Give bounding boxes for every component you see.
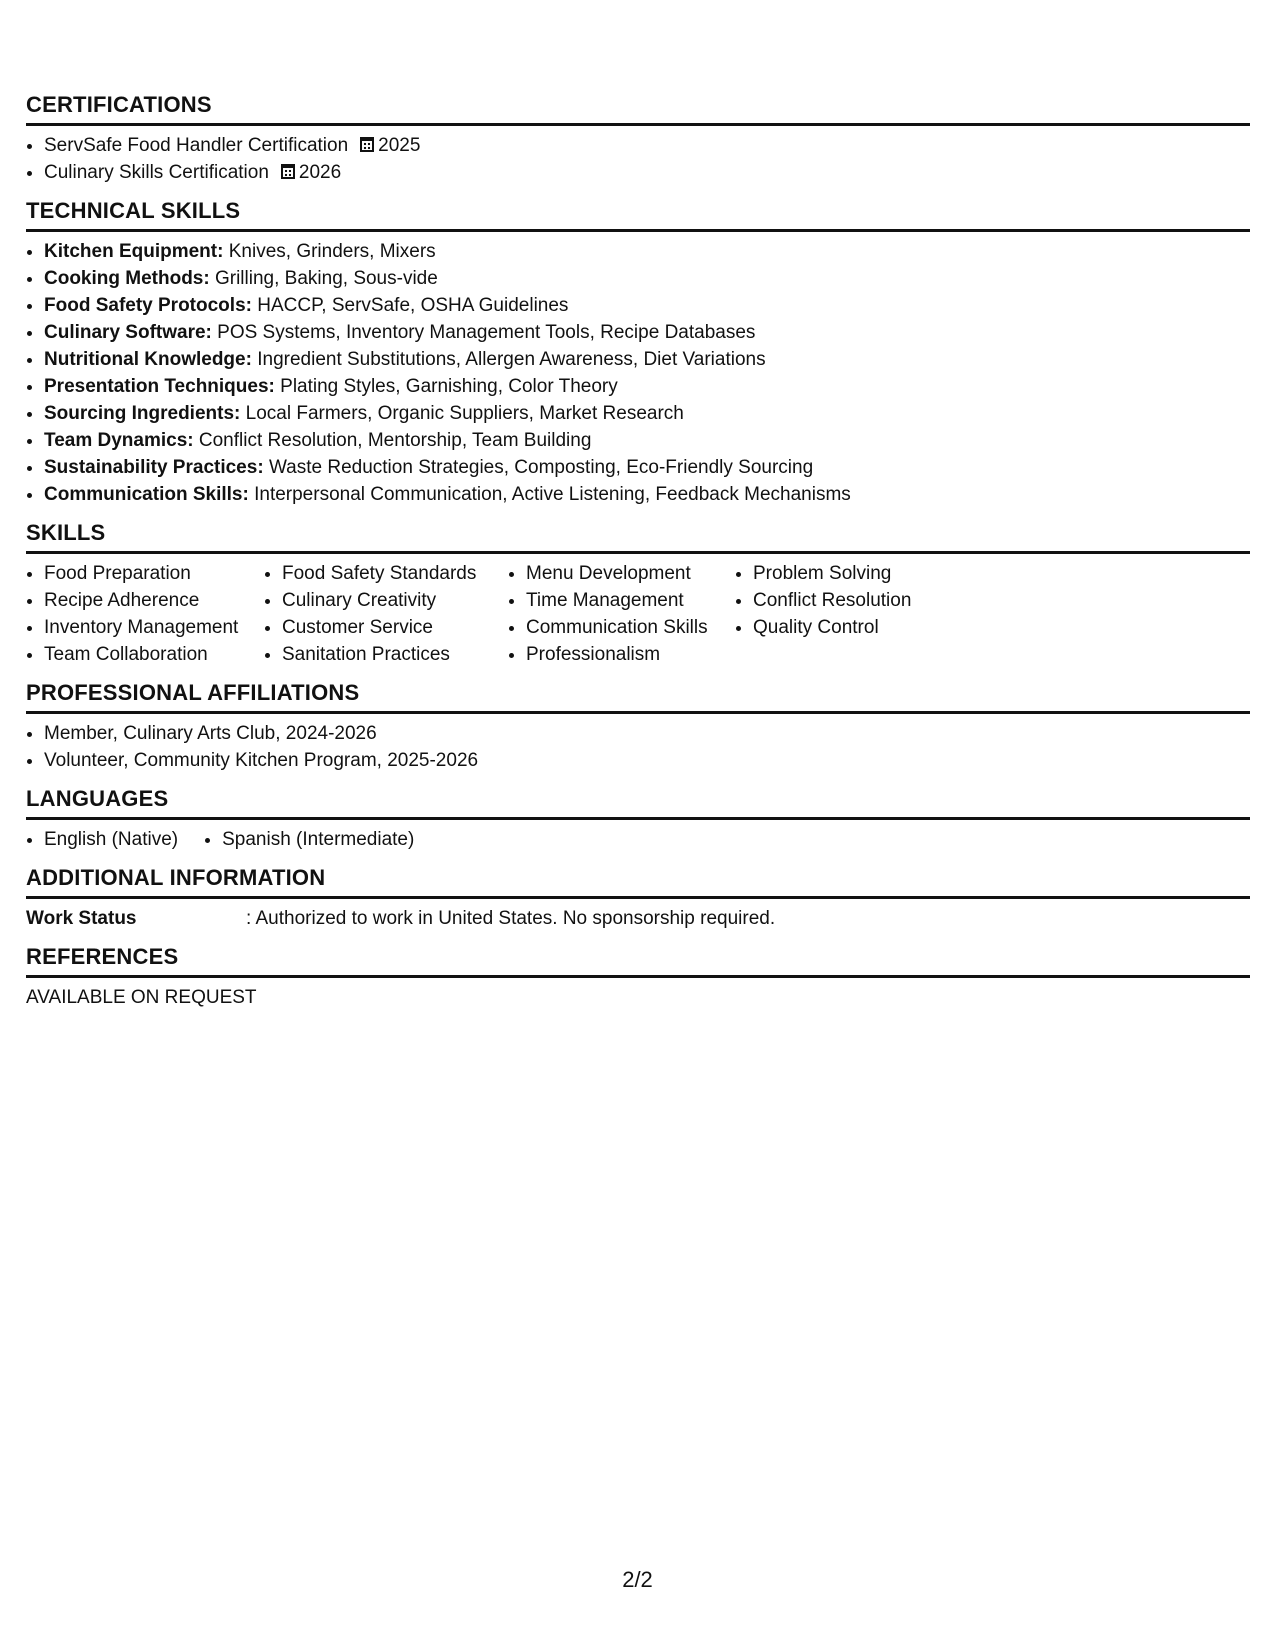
calendar-icon xyxy=(281,164,295,179)
list-item xyxy=(44,427,1250,454)
list-item: • Food Preparation xyxy=(44,560,264,587)
list-item: • Culinary Creativity xyxy=(282,587,508,614)
list-item: • Menu Development xyxy=(526,560,735,587)
languages-list xyxy=(26,826,1250,853)
list-item xyxy=(44,238,1250,265)
skill-label: Sustainability Practices: xyxy=(44,457,264,478)
skill-label: Communication Skills: xyxy=(44,484,249,505)
skill-value: Waste Reduction Strategies, Composting, Eco-Friendly Sourcing xyxy=(268,457,814,478)
certification-year: 2025 xyxy=(378,135,421,156)
list-item: • Professionalism xyxy=(526,641,735,668)
list-item: • Member, Culinary Arts Club, 2024-2026 xyxy=(44,720,1250,747)
list-item xyxy=(44,400,1250,427)
list-item: • Food Safety Standards xyxy=(282,560,508,587)
list-item: • Quality Control xyxy=(753,614,993,641)
skill-value: Ingredient Substitutions, Allergen Awareness, Diet Variations xyxy=(257,349,766,370)
work-status-row xyxy=(26,905,1250,932)
resume-page xyxy=(26,92,1250,1023)
list-item xyxy=(44,454,1250,481)
list-item: • Spanish (Intermediate) xyxy=(222,826,414,853)
list-item: • Recipe Adherence xyxy=(44,587,264,614)
affiliations-list xyxy=(26,720,1250,774)
list-item: • Problem Solving xyxy=(753,560,993,587)
work-status-label: Work Status xyxy=(26,908,137,929)
section-title: TECHNICAL SKILLS xyxy=(26,198,1250,232)
skills-column xyxy=(508,560,735,668)
skill-value: Interpersonal Communication, Active Listening, Feedback Mechanisms xyxy=(254,484,851,505)
list-item xyxy=(44,265,1250,292)
language-column xyxy=(26,826,178,853)
list-item xyxy=(44,292,1250,319)
skill-value: Knives, Grinders, Mixers xyxy=(228,241,436,262)
languages-section xyxy=(26,786,1250,853)
skill-label: Team Dynamics: xyxy=(44,430,194,451)
list-item xyxy=(44,132,1250,159)
calendar-icon xyxy=(360,137,374,152)
section-title: REFERENCES xyxy=(26,944,1250,978)
list-item: • Sanitation Practices xyxy=(282,641,508,668)
skills-column xyxy=(26,560,264,668)
technical-skills-section xyxy=(26,198,1250,508)
list-item: • Communication Skills xyxy=(526,614,735,641)
list-item: • English (Native) xyxy=(44,826,178,853)
skill-value: Grilling, Baking, Sous-vide xyxy=(214,268,438,289)
certification-name: Culinary Skills Certification xyxy=(44,162,269,183)
skill-label: Food Safety Protocols: xyxy=(44,295,252,316)
language-column xyxy=(204,826,414,853)
section-title: LANGUAGES xyxy=(26,786,1250,820)
skill-value: Plating Styles, Garnishing, Color Theory xyxy=(280,376,618,397)
list-item xyxy=(44,481,1250,508)
list-item: • Time Management xyxy=(526,587,735,614)
references-section xyxy=(26,944,1250,1011)
list-item: • Volunteer, Community Kitchen Program, 2025-2026 xyxy=(44,747,1250,774)
references-text: AVAILABLE ON REQUEST xyxy=(26,987,257,1008)
certification-year: 2026 xyxy=(298,162,342,183)
certification-name: ServSafe Food Handler Certification xyxy=(44,135,349,156)
list-item: • Customer Service xyxy=(282,614,508,641)
affiliations-section xyxy=(26,680,1250,774)
section-title: ADDITIONAL INFORMATION xyxy=(26,865,1250,899)
certifications-section xyxy=(26,92,1250,186)
skill-label: Kitchen Equipment: xyxy=(44,241,224,262)
skill-value: Local Farmers, Organic Suppliers, Market Research xyxy=(245,403,684,424)
list-item: • Inventory Management xyxy=(44,614,264,641)
skill-label: Nutritional Knowledge: xyxy=(44,349,252,370)
skills-column xyxy=(264,560,508,668)
certifications-list xyxy=(26,132,1250,186)
skills-columns xyxy=(26,560,1250,668)
work-status-value: : Authorized to work in United States. No sponsorship required. xyxy=(246,908,776,929)
skill-label: Cooking Methods: xyxy=(44,268,210,289)
technical-skills-list xyxy=(26,238,1250,508)
list-item: • Conflict Resolution xyxy=(753,587,993,614)
list-item: • Team Collaboration xyxy=(44,641,264,668)
skill-label: Sourcing Ingredients: xyxy=(44,403,241,424)
skill-label: Presentation Techniques: xyxy=(44,376,275,397)
skill-value: POS Systems, Inventory Management Tools, Recipe Databases xyxy=(217,322,756,343)
skill-value: HACCP, ServSafe, OSHA Guidelines xyxy=(257,295,569,316)
page-number: 2/2 xyxy=(622,1567,653,1592)
skill-value: Conflict Resolution, Mentorship, Team Building xyxy=(198,430,592,451)
skills-section xyxy=(26,520,1250,668)
skills-column xyxy=(735,560,993,668)
additional-info-section xyxy=(26,865,1250,932)
list-item xyxy=(44,373,1250,400)
list-item xyxy=(44,319,1250,346)
section-title: PROFESSIONAL AFFILIATIONS xyxy=(26,680,1250,714)
section-title: CERTIFICATIONS xyxy=(26,92,1250,126)
list-item xyxy=(44,159,1250,186)
skill-label: Culinary Software: xyxy=(44,322,212,343)
section-title: SKILLS xyxy=(26,520,1250,554)
list-item xyxy=(44,346,1250,373)
